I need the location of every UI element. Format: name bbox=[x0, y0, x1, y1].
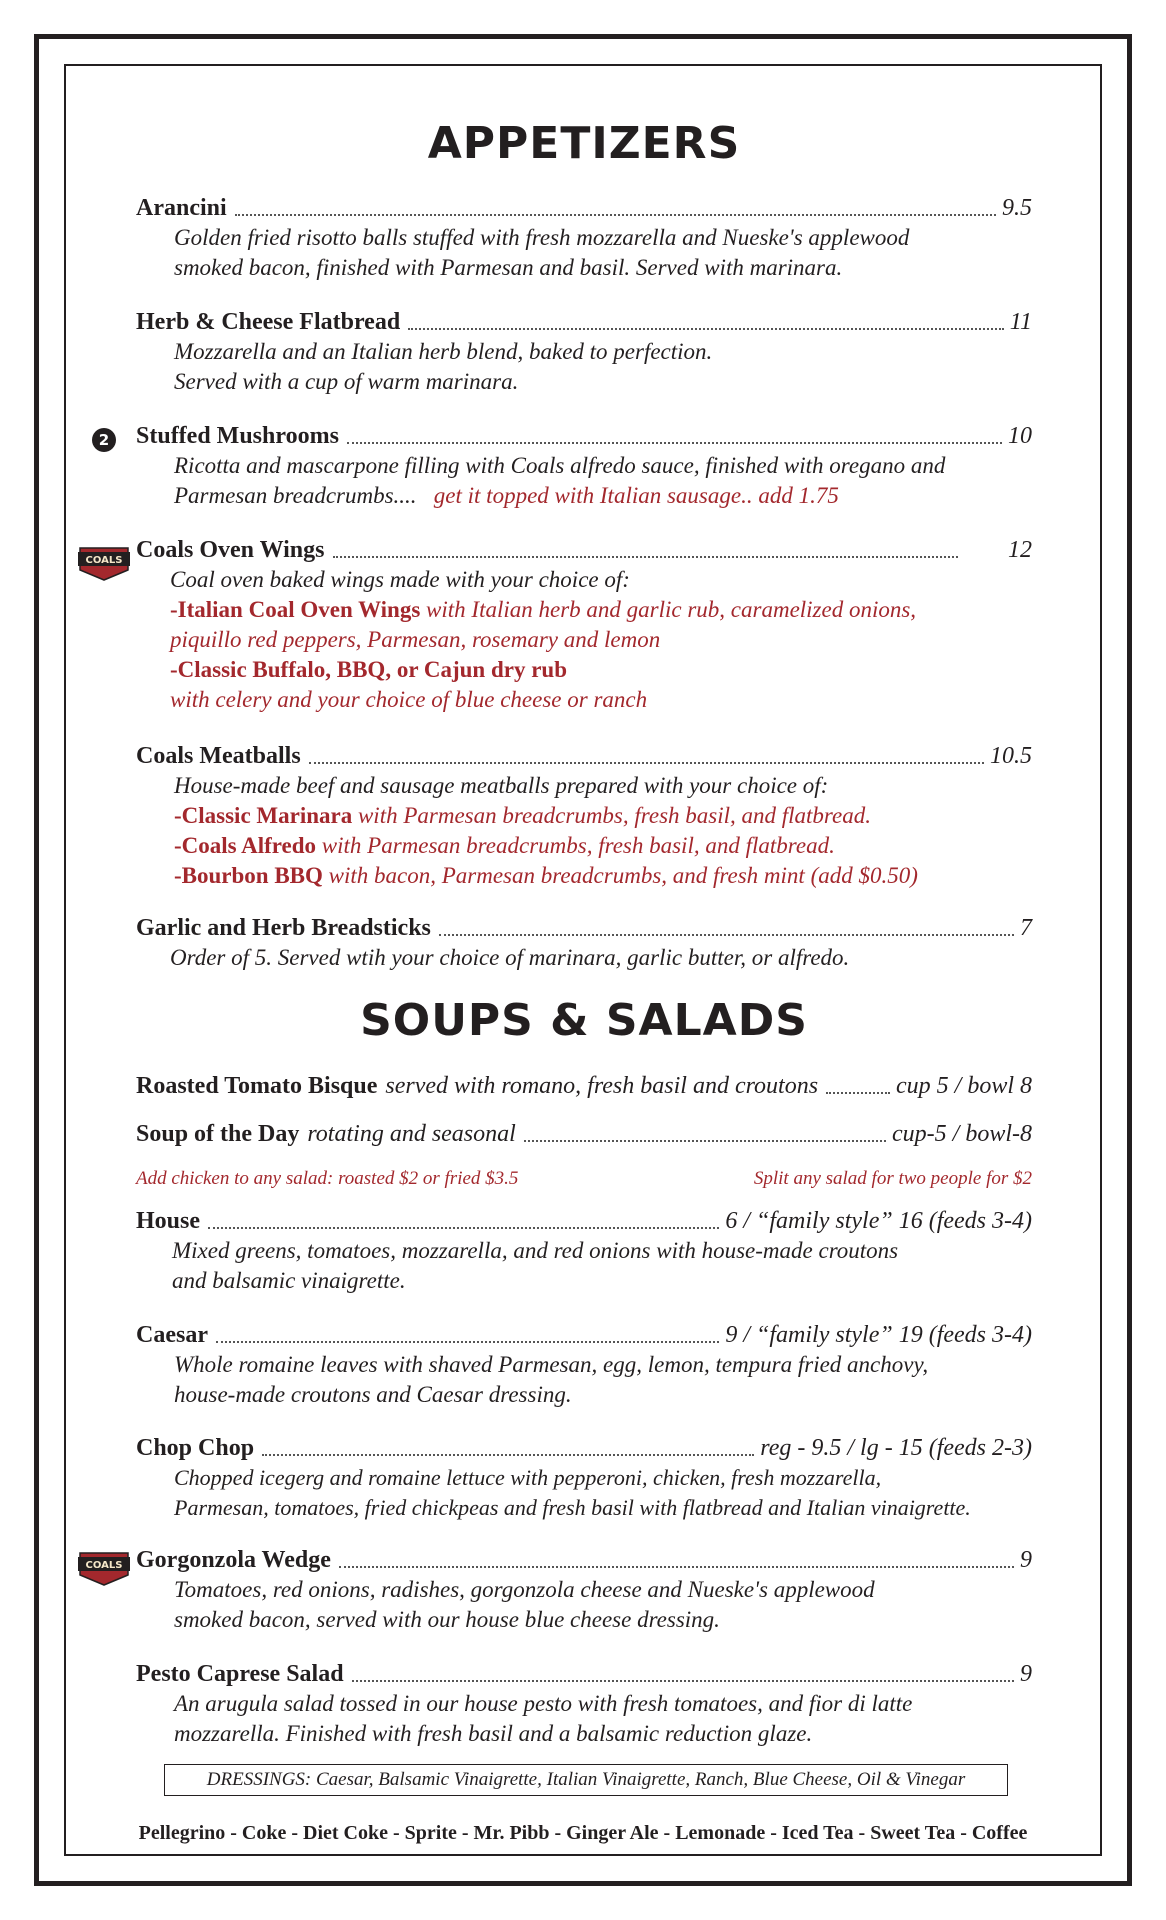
item-subtitle: rotating and seasonal bbox=[307, 1121, 516, 1147]
option-description: with bacon, Parmesan breadcrumbs, and fresh mint (add $0.50) bbox=[328, 863, 918, 888]
option-line bbox=[174, 861, 1032, 891]
item-name: Roasted Tomato Bisque bbox=[136, 1073, 378, 1099]
description-text: Parmesan breadcrumbs.... bbox=[174, 483, 417, 508]
coals-logo-text: COALS bbox=[85, 555, 123, 566]
dot-leader bbox=[262, 1454, 754, 1456]
dot-leader bbox=[826, 1092, 890, 1094]
description-line: Tomatoes, red onions, radishes, gorgonzola cheese and Nueske's applewood bbox=[174, 1577, 875, 1602]
item-description bbox=[136, 337, 1032, 397]
menu-item-arancini bbox=[136, 193, 1032, 283]
item-price: 11 bbox=[1009, 309, 1032, 335]
dot-leader bbox=[333, 556, 959, 558]
item-description bbox=[136, 943, 1032, 973]
item-name: Soup of the Day bbox=[136, 1121, 300, 1147]
item-name: Stuffed Mushrooms bbox=[136, 423, 339, 449]
description-line: Golden fried risotto balls stuffed with fresh mozzarella and Nueske's applewood bbox=[174, 225, 910, 250]
option-line bbox=[170, 595, 1032, 625]
menu-item-chop-chop bbox=[136, 1433, 1032, 1523]
item-price: 6 / “family style” 16 (feeds 3-4) bbox=[725, 1208, 1032, 1234]
menu-item-house-salad bbox=[136, 1206, 1032, 1296]
menu-item-soup-of-the-day bbox=[136, 1119, 1032, 1149]
option-description: with Parmesan breadcrumbs, fresh basil, and flatbread. bbox=[321, 833, 835, 858]
menu-item-coals-meatballs bbox=[136, 741, 1032, 891]
salad-notes bbox=[136, 1168, 1032, 1190]
drinks-list: Pellegrino - Coke - Diet Coke - Sprite - Mr. Pibb - Ginger Ale - Lemonade - Iced Tea - Sweet Tea - Coffee bbox=[138, 1822, 1028, 1844]
description-line: Whole romaine leaves with shaved Parmesan, egg, lemon, tempura fried anchovy, bbox=[174, 1352, 929, 1377]
item-price: reg - 9.5 / lg - 15 (feeds 2-3) bbox=[760, 1435, 1032, 1461]
option-description: with Parmesan breadcrumbs, fresh basil, and flatbread. bbox=[357, 803, 871, 828]
item-name: Coals Meatballs bbox=[136, 743, 301, 769]
item-description bbox=[136, 1689, 1032, 1749]
description-line: and balsamic vinaigrette. bbox=[172, 1268, 406, 1293]
appetizers-heading: APPETIZERS bbox=[427, 118, 741, 169]
item-name: Chop Chop bbox=[136, 1435, 255, 1461]
item-name: Pesto Caprese Salad bbox=[136, 1661, 344, 1687]
dot-leader bbox=[408, 328, 1004, 330]
dressings-box: DRESSINGS: Caesar, Balsamic Vinaigrette, Italian Vinaigrette, Ranch, Blue Cheese, Oil & Vinegar bbox=[164, 1764, 1008, 1796]
coals-logo-icon bbox=[76, 1547, 132, 1587]
item-price: 10 bbox=[1008, 423, 1032, 449]
number-two-badge-icon: 2 bbox=[92, 428, 116, 452]
dot-leader bbox=[339, 1566, 1014, 1568]
coals-logo-icon bbox=[76, 542, 132, 582]
dot-leader bbox=[347, 442, 1002, 444]
item-name: Herb & Cheese Flatbread bbox=[136, 309, 401, 335]
description-line: Parmesan, tomatoes, fried chickpeas and fresh basil with flatbread and Italian vinaigrette. bbox=[174, 1495, 971, 1520]
dot-leader bbox=[208, 1227, 719, 1229]
description-line: house-made croutons and Caesar dressing. bbox=[174, 1382, 572, 1407]
description-line: Chopped icegerg and romaine lettuce with pepperoni, chicken, fresh mozzarella, bbox=[174, 1465, 882, 1490]
option-name: -Classic Buffalo, BBQ, or Cajun dry rub bbox=[170, 657, 568, 682]
menu-item-coals-oven-wings bbox=[136, 535, 1032, 715]
menu-item-pesto-caprese bbox=[136, 1659, 1032, 1749]
option-name: -Coals Alfredo bbox=[174, 833, 317, 858]
item-price: 12 bbox=[1008, 537, 1032, 563]
description-line: Order of 5. Served wtih your choice of marinara, garlic butter, or alfredo. bbox=[170, 945, 850, 970]
item-price: 9 bbox=[1020, 1547, 1032, 1573]
menu-item-flatbread bbox=[136, 307, 1032, 397]
dot-leader bbox=[235, 214, 996, 216]
description-line: smoked bacon, served with our house blue cheese dressing. bbox=[174, 1607, 720, 1632]
menu-item-caesar-salad bbox=[136, 1320, 1032, 1410]
description-line: House-made beef and sausage meatballs prepared with your choice of: bbox=[174, 773, 829, 798]
item-name: Garlic and Herb Breadsticks bbox=[136, 915, 431, 941]
split-salad-note: Split any salad for two people for $2 bbox=[753, 1168, 1032, 1189]
description-line: An arugula salad tossed in our house pesto with fresh tomatoes, and fior di latte bbox=[174, 1691, 913, 1716]
item-price: 9.5 bbox=[1002, 195, 1032, 221]
description-line bbox=[174, 481, 1032, 511]
item-price: 10.5 bbox=[990, 743, 1032, 769]
addon-text: get it topped with Italian sausage.. add 1.75 bbox=[433, 483, 839, 508]
item-name: Caesar bbox=[136, 1322, 208, 1348]
soups-salads-heading: SOUPS & SALADS bbox=[360, 995, 808, 1046]
description-line: mozzarella. Finished with fresh basil and a balsamic reduction glaze. bbox=[174, 1721, 813, 1746]
item-name: Gorgonzola Wedge bbox=[136, 1547, 331, 1573]
option-name: -Italian Coal Oven Wings bbox=[170, 597, 421, 622]
item-name: Coals Oven Wings bbox=[136, 537, 325, 563]
menu-item-gorgonzola-wedge bbox=[136, 1545, 1032, 1635]
item-description bbox=[136, 451, 1032, 511]
item-name: Arancini bbox=[136, 195, 227, 221]
item-price: 9 bbox=[1020, 1661, 1032, 1687]
option-name: -Classic Marinara bbox=[174, 803, 353, 828]
menu-item-tomato-bisque bbox=[136, 1071, 1032, 1101]
add-chicken-note: Add chicken to any salad: roasted $2 or fried $3.5 bbox=[136, 1168, 519, 1189]
item-name: House bbox=[136, 1208, 201, 1234]
option-line bbox=[174, 831, 1032, 861]
option-line bbox=[174, 801, 1032, 831]
item-subtitle: served with romano, fresh basil and croutons bbox=[385, 1073, 819, 1099]
item-price: cup 5 / bowl 8 bbox=[896, 1073, 1032, 1099]
description-line: smoked bacon, finished with Parmesan and basil. Served with marinara. bbox=[174, 255, 843, 280]
description-line: Served with a cup of warm marinara. bbox=[174, 369, 519, 394]
option-description: with celery and your choice of blue cheese or ranch bbox=[170, 687, 648, 712]
item-description bbox=[136, 771, 1032, 891]
item-price: cup-5 / bowl-8 bbox=[892, 1121, 1032, 1147]
description-line: Mixed greens, tomatoes, mozzarella, and red onions with house-made croutons bbox=[172, 1238, 899, 1263]
item-description bbox=[136, 1236, 1032, 1296]
item-description bbox=[136, 1463, 1032, 1523]
item-description bbox=[136, 565, 1032, 715]
dot-leader bbox=[439, 934, 1014, 936]
description-line: Ricotta and mascarpone filling with Coals alfredo sauce, finished with oregano and bbox=[174, 453, 946, 478]
option-name: -Bourbon BBQ bbox=[174, 863, 323, 888]
description-line: Coal oven baked wings made with your choice of: bbox=[170, 567, 630, 592]
option-description: piquillo red peppers, Parmesan, rosemary and lemon bbox=[170, 627, 661, 652]
dot-leader bbox=[352, 1680, 1014, 1682]
dot-leader bbox=[309, 762, 984, 764]
item-description bbox=[136, 1350, 1032, 1410]
item-price: 9 / “family style” 19 (feeds 3-4) bbox=[725, 1322, 1032, 1348]
item-price: 7 bbox=[1020, 915, 1032, 941]
dot-leader bbox=[216, 1341, 719, 1343]
dot-leader bbox=[524, 1140, 886, 1142]
coals-logo-text: COALS bbox=[85, 1560, 123, 1571]
option-description: with Italian herb and garlic rub, caramelized onions, bbox=[426, 597, 917, 622]
option-line bbox=[170, 655, 1032, 685]
item-description bbox=[136, 223, 1032, 283]
item-description bbox=[136, 1575, 1032, 1635]
description-line: Mozzarella and an Italian herb blend, baked to perfection. bbox=[174, 339, 713, 364]
menu-item-breadsticks bbox=[136, 913, 1032, 973]
menu-item-stuffed-mushrooms bbox=[136, 421, 1032, 511]
